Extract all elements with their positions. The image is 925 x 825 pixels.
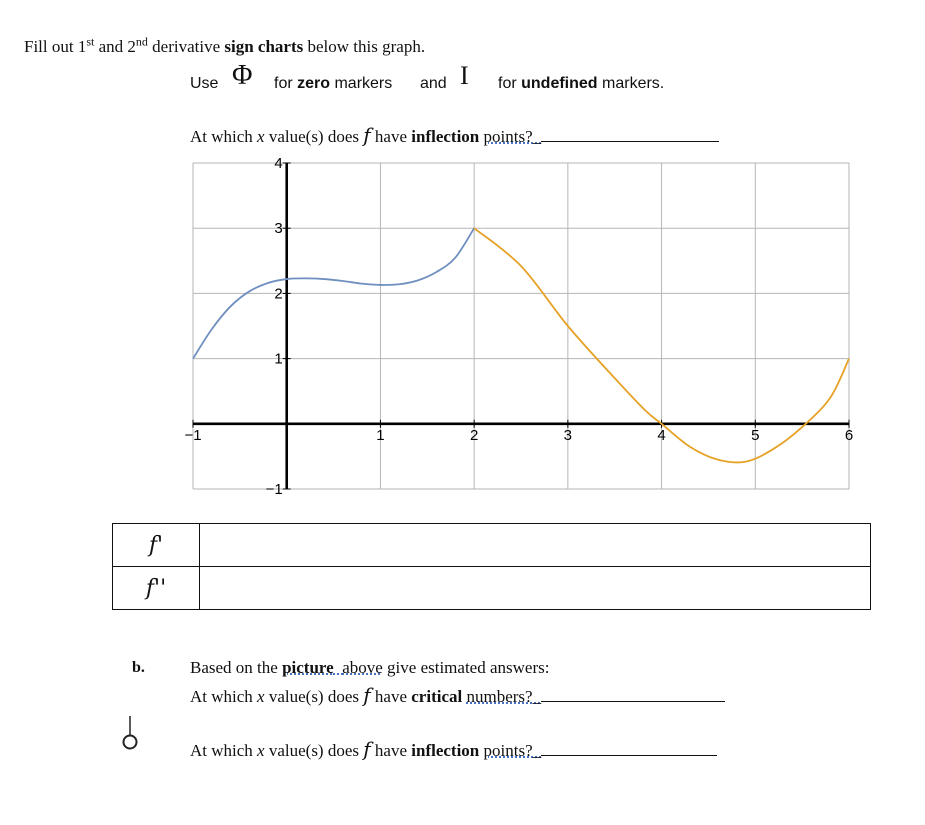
heading-text: derivative xyxy=(147,37,225,56)
y-tick-label: 3 xyxy=(274,220,283,238)
heading-text: below this graph. xyxy=(303,37,426,56)
heading-text: and 2 xyxy=(94,37,136,56)
x-tick-label: 4 xyxy=(657,426,666,444)
heading-sup: st xyxy=(86,34,95,49)
circle-handle-icon[interactable] xyxy=(120,715,140,751)
x-tick-label: 2 xyxy=(469,426,479,444)
second-derivative-label: f'' xyxy=(145,575,167,601)
part-b-label: b. xyxy=(132,659,145,676)
heading-bold: sign charts xyxy=(224,37,304,56)
y-tick-label: 4 xyxy=(274,155,283,172)
second-derivative-sign-cell[interactable] xyxy=(200,567,871,610)
answer-blank[interactable] xyxy=(541,755,717,756)
sign-chart-row-second-derivative xyxy=(113,567,871,610)
question-inflection-top: At which x value(s) does f have inflection points?_ xyxy=(190,123,719,147)
use-label: Use xyxy=(190,75,219,92)
y-tick-label: 2 xyxy=(274,285,283,303)
x-tick-label: −1 xyxy=(184,426,202,444)
heading-text: Fill out 1 xyxy=(24,37,87,56)
graph-tick-labels xyxy=(184,155,853,498)
x-tick-label: 1 xyxy=(376,426,385,444)
x-tick-label: 6 xyxy=(844,426,854,444)
heading-sup: nd xyxy=(135,34,148,49)
undefined-marker-symbol: I xyxy=(460,61,469,90)
first-derivative-sign-cell[interactable] xyxy=(200,524,871,567)
question-inflection-bottom: At which x value(s) does f have inflection points?_ xyxy=(190,737,717,761)
y-tick-label: −1 xyxy=(265,481,283,498)
answer-blank[interactable] xyxy=(541,701,725,702)
x-tick-label: 3 xyxy=(563,426,573,444)
x-tick-label: 5 xyxy=(751,426,760,444)
question-critical-numbers: At which x value(s) does f have critical numbers?_ xyxy=(190,683,725,707)
first-derivative-label: f' xyxy=(148,532,164,558)
sign-chart-row-first-derivative xyxy=(113,524,871,567)
undefined-marker-text: for undefined markers. xyxy=(498,75,665,92)
zero-marker-text: for zero markers xyxy=(274,75,393,92)
row-label-cell xyxy=(113,524,200,567)
y-tick-label: 1 xyxy=(274,350,283,368)
part-b-instruction: Based on the picture above give estimated answers: xyxy=(190,658,550,677)
zero-marker-symbol: Φ xyxy=(232,60,253,91)
and-label: and xyxy=(420,75,447,92)
sign-chart-table xyxy=(112,523,871,610)
row-label-cell xyxy=(113,567,200,610)
